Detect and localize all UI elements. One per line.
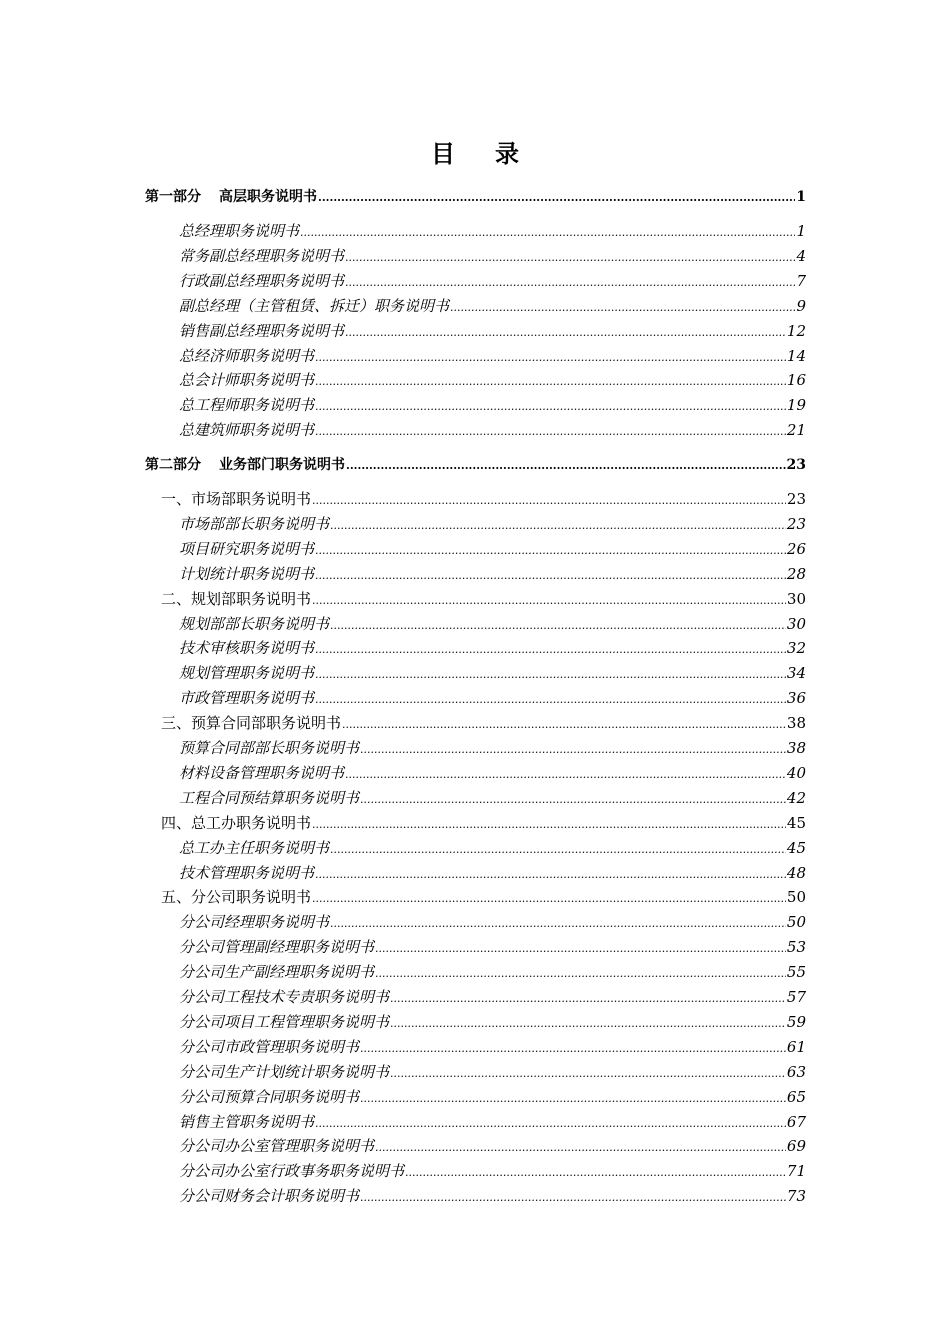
dot-leader xyxy=(312,887,786,909)
toc-entry-label: 四、总工办职务说明书 xyxy=(161,813,312,832)
toc-entry-row[interactable] xyxy=(179,395,806,417)
toc-entry-row[interactable] xyxy=(179,514,806,536)
toc-entry-row[interactable] xyxy=(179,564,806,586)
toc-entry-row[interactable] xyxy=(179,296,806,318)
toc-entry-row[interactable] xyxy=(179,420,806,442)
toc-page-number: 55 xyxy=(786,963,806,982)
toc-entry-row[interactable] xyxy=(179,937,806,959)
dot-leader xyxy=(300,221,795,243)
dot-leader xyxy=(345,246,795,268)
toc-entry-label: 分公司工程技术专责职务说明书 xyxy=(179,988,390,1006)
toc-section-row[interactable] xyxy=(161,887,806,909)
toc-entry-row[interactable] xyxy=(179,1112,806,1134)
toc-entry-row[interactable] xyxy=(179,788,806,810)
toc-entry-row[interactable] xyxy=(179,863,806,885)
dot-leader xyxy=(315,539,786,561)
dot-leader xyxy=(346,455,786,476)
toc-page-number: 67 xyxy=(786,1112,806,1131)
dot-leader xyxy=(315,663,786,685)
dot-leader xyxy=(315,638,786,660)
dot-leader xyxy=(345,321,786,343)
dot-leader xyxy=(315,688,786,710)
dot-leader xyxy=(315,395,786,417)
toc-entry-label: 分公司财务会计职务说明书 xyxy=(179,1187,360,1206)
toc-entry-label: 计划统计职务说明书 xyxy=(179,564,315,583)
toc-page-number: 48 xyxy=(786,863,806,882)
toc-part-number: 第二部分 xyxy=(145,457,201,473)
dot-leader xyxy=(315,420,786,442)
toc-entry-label: 销售副总经理职务说明书 xyxy=(179,321,345,340)
toc-part-name: 高层职务说明书 xyxy=(219,189,317,205)
toc-entry-label: 分公司市政管理职务说明书 xyxy=(179,1037,360,1056)
toc-page-number: 59 xyxy=(786,1012,806,1031)
toc-page-number: 23 xyxy=(786,490,806,508)
toc-entry-row[interactable] xyxy=(179,1037,806,1059)
toc-title xyxy=(0,134,950,169)
toc-page-number: 7 xyxy=(796,271,806,290)
toc-entry-label: 一、市场部职务说明书 xyxy=(161,490,312,508)
toc-part-name: 业务部门职务说明书 xyxy=(219,457,345,473)
toc-entry-label: 项目研究职务说明书 xyxy=(179,539,315,558)
toc-page-number: 38 xyxy=(786,739,806,757)
dot-leader xyxy=(315,564,786,586)
toc-entry-label: 规划管理职务说明书 xyxy=(179,664,315,683)
dot-leader xyxy=(330,912,786,934)
toc-entry-row[interactable] xyxy=(179,221,806,243)
toc-entry-label: 分公司管理副经理职务说明书 xyxy=(179,938,375,957)
toc-entry-row[interactable] xyxy=(179,838,806,860)
dot-leader xyxy=(360,788,786,810)
toc-page-number: 42 xyxy=(786,788,806,807)
toc-entry-row[interactable] xyxy=(179,370,806,392)
toc-entry-label: 市政管理职务说明书 xyxy=(179,689,315,708)
toc-page-number: 30 xyxy=(786,614,806,633)
toc-page-number: 40 xyxy=(786,763,806,782)
toc-entry-label: 技术管理职务说明书 xyxy=(179,863,315,882)
toc-section-row[interactable] xyxy=(161,813,806,835)
toc-entry-label: 总经理职务说明书 xyxy=(179,222,300,240)
toc-entry-row[interactable] xyxy=(179,321,806,343)
toc-entry-label: 分公司预算合同职务说明书 xyxy=(179,1087,360,1106)
toc-entry-row[interactable] xyxy=(179,1012,806,1034)
toc-entry-row[interactable] xyxy=(179,346,806,368)
dot-leader xyxy=(315,346,786,368)
toc-entry-label: 工程合同预结算职务说明书 xyxy=(179,788,360,807)
toc-entry-label: 分公司项目工程管理职务说明书 xyxy=(179,1012,390,1031)
toc-entry-row[interactable] xyxy=(179,962,806,984)
toc-entry-row[interactable] xyxy=(179,688,806,710)
toc-page-number: 36 xyxy=(786,689,806,708)
toc-entry-label: 材料设备管理职务说明书 xyxy=(179,763,345,782)
toc-entry-label: 分公司经理职务说明书 xyxy=(179,913,330,932)
dot-leader xyxy=(360,1087,786,1109)
dot-leader xyxy=(312,489,786,511)
toc-title-char-2: 录 xyxy=(495,139,519,168)
toc-title-char-1: 目 xyxy=(431,139,455,168)
toc-entry-row[interactable] xyxy=(179,1136,806,1158)
toc-page-number: 14 xyxy=(786,346,806,365)
toc-section-row[interactable] xyxy=(161,489,806,511)
dot-leader xyxy=(390,987,786,1009)
toc-page-number: 28 xyxy=(786,564,806,583)
toc-entry-row[interactable] xyxy=(179,539,806,561)
dot-leader xyxy=(345,271,795,293)
toc-entry-label: 分公司生产计划统计职务说明书 xyxy=(179,1062,390,1081)
toc-entry-label: 总经济师职务说明书 xyxy=(179,346,315,365)
toc-entry-row[interactable] xyxy=(179,271,806,293)
toc-page-number: 73 xyxy=(786,1187,806,1206)
toc-page-number: 34 xyxy=(786,664,806,683)
toc-entry-row[interactable] xyxy=(179,1062,806,1084)
toc-page-number: 1 xyxy=(796,189,806,205)
toc-page-number: 26 xyxy=(786,539,806,558)
toc-page-number: 65 xyxy=(786,1087,806,1106)
toc-entry-row[interactable] xyxy=(179,614,806,636)
toc-entry-row[interactable] xyxy=(179,738,806,760)
toc-entry-label: 常务副总经理职务说明书 xyxy=(179,246,345,265)
toc-entry-label: 技术审核职务说明书 xyxy=(179,639,315,658)
dot-leader xyxy=(318,187,795,208)
toc-page-number: 69 xyxy=(786,1137,806,1156)
toc-entry-label: 预算合同部部长职务说明书 xyxy=(179,739,360,757)
toc-entry-label: 分公司办公室管理职务说明书 xyxy=(179,1137,375,1156)
toc-entry-row[interactable] xyxy=(179,987,806,1009)
toc-part-row[interactable] xyxy=(145,187,806,208)
toc-page-number: 16 xyxy=(786,371,806,390)
dot-leader xyxy=(330,838,786,860)
toc-section-row[interactable] xyxy=(161,713,806,735)
toc-page-number: 4 xyxy=(796,246,806,265)
toc-entry-label: 五、分公司职务说明书 xyxy=(161,888,312,907)
dot-leader xyxy=(315,370,786,392)
toc-entry-row[interactable] xyxy=(179,246,806,268)
toc-part-label xyxy=(145,455,345,475)
dot-leader xyxy=(390,1062,786,1084)
dot-leader xyxy=(375,937,786,959)
toc-section-row[interactable] xyxy=(161,589,806,611)
toc-page-number: 23 xyxy=(786,514,806,533)
toc-page-number: 32 xyxy=(786,639,806,658)
toc-entry-row[interactable] xyxy=(179,1186,806,1208)
toc-entry-label: 总工办主任职务说明书 xyxy=(179,838,330,857)
toc-entry-label: 市场部部长职务说明书 xyxy=(179,514,330,533)
dot-leader xyxy=(405,1161,786,1183)
dot-leader xyxy=(315,1112,786,1134)
toc-entry-row[interactable] xyxy=(179,638,806,660)
toc-entry-label: 总建筑师职务说明书 xyxy=(179,421,315,440)
dot-leader xyxy=(345,763,786,785)
toc-page-number: 1 xyxy=(796,222,806,240)
toc-page-number: 9 xyxy=(796,296,806,315)
dot-leader xyxy=(360,1186,786,1208)
dot-leader xyxy=(375,962,786,984)
toc-page-number: 57 xyxy=(786,988,806,1006)
toc-page-number: 12 xyxy=(786,321,806,340)
toc-entry-label: 二、规划部职务说明书 xyxy=(161,589,312,608)
toc-entry-label: 分公司生产副经理职务说明书 xyxy=(179,963,375,982)
toc-page-number: 63 xyxy=(786,1062,806,1081)
toc-entry-row[interactable] xyxy=(179,763,806,785)
dot-leader xyxy=(450,296,795,318)
toc-page-number: 61 xyxy=(786,1037,806,1056)
dot-leader xyxy=(330,514,786,536)
toc-entry-row[interactable] xyxy=(179,1161,806,1183)
toc-page-number: 38 xyxy=(786,714,806,733)
toc-page-number: 50 xyxy=(786,888,806,907)
toc-part-number: 第一部分 xyxy=(145,189,201,205)
toc-entry-label: 销售主管职务说明书 xyxy=(179,1112,315,1131)
toc-entry-row[interactable] xyxy=(179,663,806,685)
toc-part-label xyxy=(145,187,317,207)
toc-entry-label: 规划部部长职务说明书 xyxy=(179,614,330,633)
toc-page-number: 23 xyxy=(786,457,806,473)
toc-entry-label: 分公司办公室行政事务职务说明书 xyxy=(179,1162,405,1181)
toc-page-number: 19 xyxy=(786,396,806,415)
dot-leader xyxy=(312,813,786,835)
toc-page-number: 21 xyxy=(786,421,806,440)
dot-leader xyxy=(330,614,786,636)
dot-leader xyxy=(360,738,786,760)
toc-page-number: 53 xyxy=(786,938,806,957)
toc-entry-label: 副总经理（主管租赁、拆迁）职务说明书 xyxy=(179,296,450,315)
toc-entry-label: 三、预算合同部职务说明书 xyxy=(161,714,342,733)
toc-page-number: 30 xyxy=(786,589,806,608)
toc-entry-row[interactable] xyxy=(179,912,806,934)
toc-entry-label: 总会计师职务说明书 xyxy=(179,371,315,390)
toc-page-number: 50 xyxy=(786,913,806,932)
toc-entry-row[interactable] xyxy=(179,1087,806,1109)
toc-page-number: 45 xyxy=(786,838,806,857)
toc-entry-label: 总工程师职务说明书 xyxy=(179,396,315,415)
dot-leader xyxy=(375,1136,786,1158)
toc-page-number: 45 xyxy=(786,813,806,832)
toc-page-number: 71 xyxy=(786,1162,806,1181)
toc-part-row[interactable] xyxy=(145,455,806,476)
dot-leader xyxy=(312,589,786,611)
dot-leader xyxy=(360,1037,786,1059)
dot-leader xyxy=(342,713,786,735)
dot-leader xyxy=(315,863,786,885)
dot-leader xyxy=(390,1012,786,1034)
toc-entry-label: 行政副总经理职务说明书 xyxy=(179,271,345,290)
